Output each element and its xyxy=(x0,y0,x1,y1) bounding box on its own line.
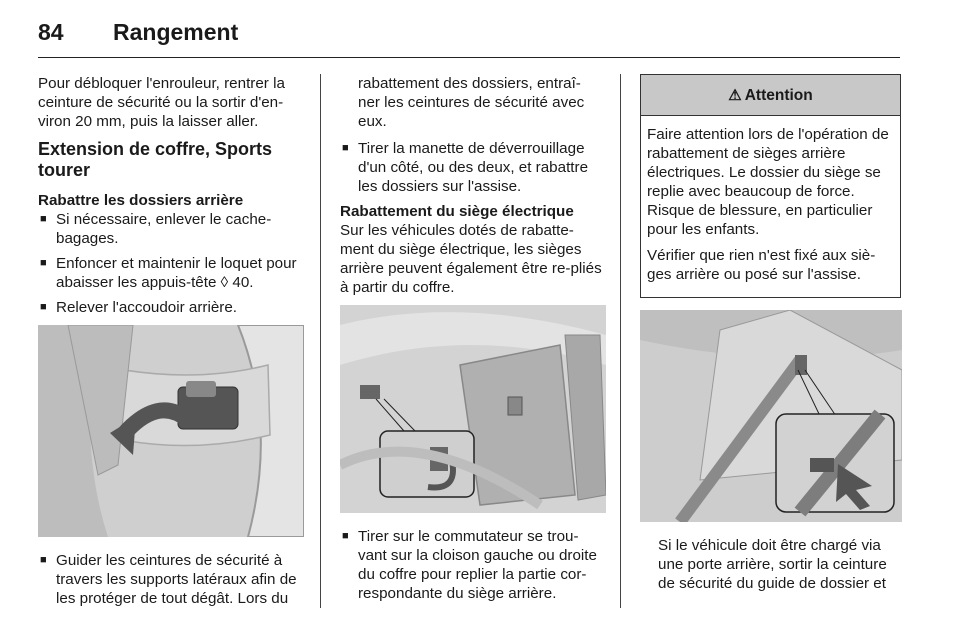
page-number: 84 xyxy=(38,18,64,45)
column-3 xyxy=(640,74,901,601)
header-divider xyxy=(38,57,900,58)
attention-box xyxy=(640,74,901,298)
warning-icon: ⚠ xyxy=(728,86,742,104)
figure-trunk-switch xyxy=(340,305,606,513)
attention-paragraph: Vérifier que rien n'est fixé aux siè-ges arrière ou posé sur l'assise. xyxy=(647,247,876,283)
bullet-icon: ■ xyxy=(40,301,47,313)
armrest-illustration xyxy=(38,325,304,537)
seatbelt-guide-illustration xyxy=(640,310,902,522)
list-item: ■ Enfoncer et maintenir le loquet pour abaisser les appuis-tête ◊ 40. xyxy=(40,255,297,291)
list-item: ■ Si nécessaire, enlever le cache-bagages. xyxy=(40,211,272,247)
bullet-icon: ■ xyxy=(342,142,349,154)
attention-body xyxy=(641,116,900,297)
figure-seatbelt-guide xyxy=(640,310,902,522)
trunk-illustration xyxy=(340,305,606,513)
attention-paragraph: Faire attention lors de l'opération de rabattement de sièges arrière électriques. Le dossier du siège se replie avec beaucoup de force. Risque de blessure, en particulier pour les enfants. xyxy=(647,126,889,238)
list-item: ■ Tirer la manette de déverrouillage d'un côté, ou des deux, et rabattre les dossiers sur l'assise. xyxy=(342,140,589,195)
bullet-icon: ■ xyxy=(342,530,349,542)
subsection-title: Rabattement du siège électrique xyxy=(340,203,574,220)
paragraph: Sur les véhicules dotés de rabatte-ment du siège électrique, les sièges arrière peuvent également être re-pliés à partir du coffre. xyxy=(340,222,602,296)
figure-armrest xyxy=(38,325,304,537)
intro-paragraph: Pour débloquer l'enrouleur, rentrer la ceinture de sécurité ou la sortir d'en-viron 20 mm, puis la laisser aller. xyxy=(38,75,285,130)
page-header xyxy=(38,14,238,50)
bullet-icon: ■ xyxy=(40,213,47,225)
attention-title: Attention xyxy=(744,86,813,104)
page-ref-icon: ◊ xyxy=(220,274,229,291)
bullet-icon: ■ xyxy=(40,554,47,566)
column-1 xyxy=(38,74,304,614)
bullet-list xyxy=(340,527,602,603)
attention-header xyxy=(641,75,900,116)
bullet-list xyxy=(38,551,304,608)
page-title: Rangement xyxy=(113,18,239,45)
list-item: ■ Relever l'accoudoir arrière. xyxy=(40,299,238,316)
bullet-list xyxy=(38,210,304,317)
subsection-title: Rabattre les dossiers arrière xyxy=(38,192,244,209)
continued-text: rabattement des dossiers, entraî-ner les ceintures de sécurité avec eux. xyxy=(358,75,585,130)
column-divider-1 xyxy=(320,74,321,608)
section-title: Extension de coffre, Sports tourer xyxy=(38,139,273,180)
paragraph: Si le véhicule doit être chargé via une porte arrière, sortir la ceinture de sécurité du guide de dossier et xyxy=(658,537,887,592)
list-item: ■ Tirer sur le commutateur se trou-vant sur la cloison gauche ou droite du coffre pour replier la partie cor-respondante du siège arrière. xyxy=(342,528,597,602)
column-2 xyxy=(340,74,602,609)
column-divider-2 xyxy=(620,74,621,608)
page-ref[interactable]: 40. xyxy=(232,274,254,291)
list-item: ■ Guider les ceintures de sécurité à travers les supports latéraux afin de les protéger de tout dégât. Lors du xyxy=(40,552,297,607)
bullet-list xyxy=(340,139,602,196)
bullet-icon: ■ xyxy=(40,257,47,269)
